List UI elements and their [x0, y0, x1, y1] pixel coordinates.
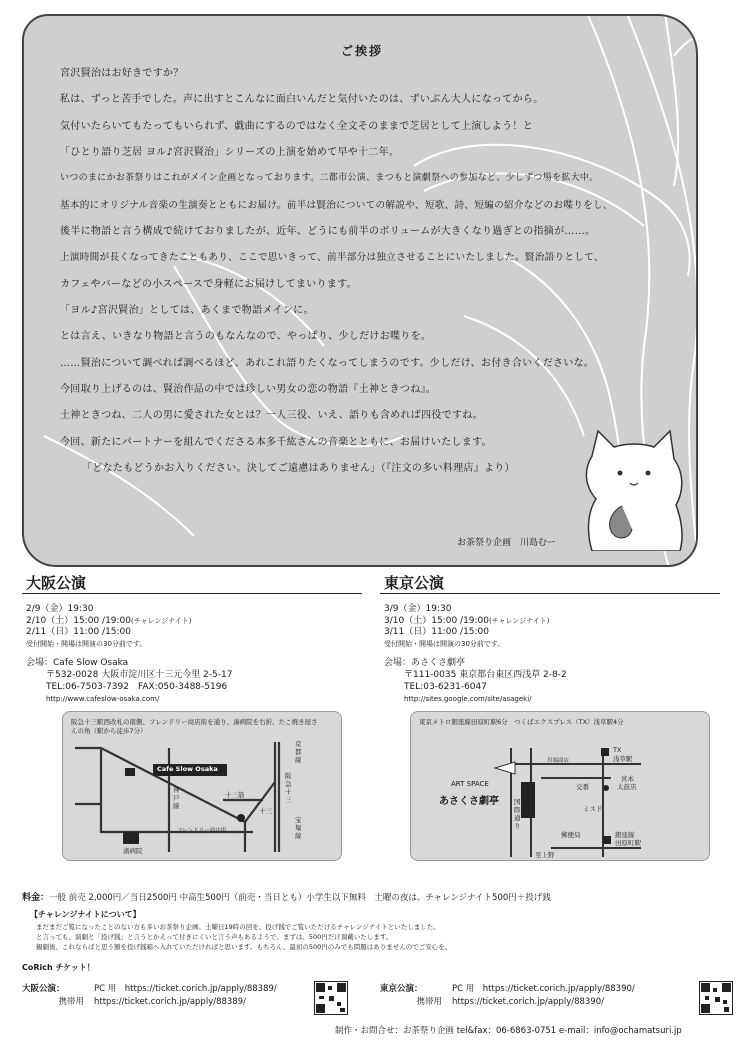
tokyo-map-post-label: 郵便局 — [561, 830, 581, 839]
footer-contact: 制作・お問合せ：お茶祭り企画 tel&fax：06-6863-0751 e-mail：info@ochamatsuri.jp — [335, 1026, 682, 1036]
tokyo-map-note: 東京メトロ銀座線田原町駅6分 つくばエクスプレス（TX）浅草駅4分 — [419, 717, 624, 726]
tokyo-map-kawabata-label: 川端商店 — [547, 757, 570, 764]
tokyo-map-ginza-label: 銀座線 — [615, 830, 635, 839]
schedule-row: 2/9（金）19:30 — [26, 604, 94, 614]
tokyo-map-miyamoto-label: 宮本 — [621, 774, 634, 783]
tokyo-ticket-mobile-link[interactable]: https://ticket.corich.jp/apply/88390/ — [452, 997, 604, 1007]
tokyo-qr-code — [699, 981, 733, 1015]
osaka-qr-code — [314, 981, 348, 1015]
greeting-line: カフェやバーなどの小スペースで身軽にお届けしてまいります。 — [60, 278, 357, 290]
tokyo-tel: TEL:03-6231-6047 — [404, 681, 487, 692]
tokyo-map — [410, 711, 710, 861]
tokyo-ticket-pc-link[interactable]: https://ticket.corich.jp/apply/88390/ — [482, 984, 635, 994]
schedule-row: 3/11（日）11:00 /15:00 — [384, 627, 490, 637]
osaka-map-kobe-line-label: 神戸線 — [173, 785, 180, 810]
challenge-text: まだまだご覧になったことのない方も多いお茶祭り企画。土曜日19時の回を、投げ銭でご覧いただけるチャレンジナイトといたしました。 と言っても、演劇と「投げ銭」と言うとかえって付きにくいと言う声もあるようで、まずは、500円だけ頂戴いたします。 観劇後、これならばと思う額を投げ銭箱へ入れていただければと思います。もちろん、最初の500円のみでも問題はありませんのでご安心を。 — [36, 923, 452, 951]
greeting-title: ご挨拶 — [340, 44, 383, 58]
tokyo-map-taiko-label: 太鼓店 — [617, 782, 637, 791]
greeting-line: 宮沢賢治はお好きですか？ — [60, 68, 184, 79]
osaka-map-note: 阪急十三駅西改札の南側、フレンドリー商店街を通り、湊病院を右折、たこ焼き屋さんの角（駅から徒歩7分） — [71, 717, 318, 735]
tokyo-map-ueno-label: 至上野 — [535, 850, 555, 859]
tokyo-title: 東京公演 — [380, 572, 720, 594]
tokyo-map-misudo-label: ミスド — [583, 804, 603, 813]
tokyo-url[interactable]: http://sites.google.com/site/asageki/ — [404, 694, 532, 703]
tokyo-venue-name: あさくさ劇亭 — [411, 657, 466, 668]
osaka-ticket-mobile-link[interactable]: https://ticket.corich.jp/apply/88389/ — [94, 997, 246, 1007]
osaka-ticket-pc-link[interactable]: https://ticket.corich.jp/apply/88389/ — [124, 984, 277, 994]
osaka-venue-name: Cafe Slow Osaka — [53, 657, 129, 668]
schedule-row: 2/11（日）11:00 /15:00 — [26, 627, 132, 637]
tokyo-reception: 受付開始・開場は開演の30分前です。 — [384, 639, 505, 648]
osaka-schedule — [26, 604, 362, 639]
tokyo-schedule — [384, 604, 720, 639]
osaka-map-hankyu-label: 阪急十三 — [285, 771, 292, 804]
greeting-body — [60, 68, 660, 490]
greeting-line: 「ヨル♪宮沢賢治」としては、あくまで物語メインに。 — [60, 305, 314, 317]
osaka-venue: 会場：Cafe Slow Osaka 〒532-0028 大阪市淀川区十三元今里 2-5-17 TEL:06-7503-7392 FAX:050-3488-5196 http://www.cafeslow-osaka.com/ — [26, 657, 362, 705]
tokyo-address: 〒111-0035 東京都台東区西浅草 2-8-2 — [404, 669, 567, 680]
osaka-map-road-label: 十三筋 — [225, 790, 245, 799]
greeting-line: 今回取り上げるのは、賢治作品の中では珍しい男女の恋の物語『土神ときつね』。 — [60, 384, 437, 396]
schedule-row: 3/10（土）15:00 /19:00(チャレンジナイト) — [384, 615, 550, 626]
greeting-signature: お茶祭り企画 川島むー — [456, 538, 556, 548]
tokyo-map-kokusai-label: 国際通り — [514, 797, 521, 830]
osaka-address: 〒532-0028 大阪市淀川区十三元今里 2-5-17 — [46, 669, 233, 680]
tokyo-map-tx-label: TX — [613, 745, 622, 754]
osaka-reception: 受付開始・開場は開演の30分前です。 — [26, 639, 147, 648]
greeting-line: ……賢治について調べれば調べるほど、あれこれ語りたくなってしまうのです。少しだけ、お付き合いくださいな。 — [60, 357, 595, 369]
tokyo-section — [380, 572, 720, 861]
osaka-map — [62, 711, 342, 861]
challenge-title: 【チャレンジナイトについて】 — [30, 910, 141, 919]
tokyo-map-art-label: ART SPACE — [451, 779, 489, 788]
schedule-row: 3/9（金）19:30 — [384, 604, 452, 614]
tokyo-tickets: 東京公演： PC 用 https://ticket.corich.jp/apply/88390/ 携帯用 https://ticket.corich.jp/apply/88390/ — [380, 984, 635, 1007]
greeting-line: 私は、ずっと苦手でした。声に出すとこんなに面白いんだと気付いたのは、ずいぶん大人になってから。 — [60, 94, 544, 106]
tokyo-venue: 会場：あさくさ劇亭 〒111-0035 東京都台東区西浅草 2-8-2 TEL:03-6231-6047 http://sites.google.com/site/asageki/ — [384, 657, 720, 705]
tokyo-map-theater-label: あさくさ劇亭 — [439, 795, 499, 807]
osaka-map-venue-label: Cafe Slow Osaka — [157, 764, 218, 773]
osaka-section — [22, 572, 362, 861]
price-info: 料金：一般 前売 2,000円／当日2500円 中高生500円（前売・当日とも）小学生以下無料 土曜の夜は、チャレンジナイト500円＋投げ銭 — [22, 893, 551, 903]
schedule-row: 2/10（土）15:00 /19:00(チャレンジナイト) — [26, 615, 192, 626]
osaka-url[interactable]: http://www.cafeslow-osaka.com/ — [46, 694, 160, 703]
greeting-line: 上演時間が長くなってきたこともあり、ここで思いきって、前半部分は独立させることにいたしました。賢治語りとして、 — [60, 252, 604, 264]
greeting-line: とは言え、いきなり物語と言うのもなんなので、やっぱり、少しだけお喋りを。 — [60, 331, 432, 343]
osaka-map-hospital-label: 渚病院 — [123, 846, 143, 855]
osaka-tickets: 大阪公演： PC 用 https://ticket.corich.jp/apply/88389/ 携帯用 https://ticket.corich.jp/apply/88389/ — [22, 984, 277, 1007]
osaka-map-street-label: フレンドリー商店街 — [177, 827, 227, 834]
osaka-tel: TEL:06-7503-7392 FAX:050-3488-5196 — [46, 681, 228, 692]
greeting-quote: 「どなたもどうかお入りください。決してご遠慮はありません」（『注文の多い料理店』より） — [82, 463, 515, 475]
osaka-map-kyoto-line-label: 京都線 — [295, 739, 302, 764]
corich-heading: CoRich チケット！ — [22, 963, 95, 972]
osaka-map-station-label: 十三 — [259, 806, 272, 815]
greeting-line: 土神ときつね、二人の男に愛された女とは？一人三役、いえ、語りも含めれば四役ですね。 — [60, 410, 483, 422]
greeting-line: いつのまにかお茶祭りはこれがメイン企画となっております。二都市公演、まつもと演劇祭への参加など、少しずつ場を拡大中。 — [60, 173, 599, 184]
tokyo-map-tawaramachi-label: 田原町駅 — [615, 838, 641, 847]
greeting-line: 気付いたらいてもたってもいられず、戯曲にするのではなく全文そのままで芝居として上演しよう！と — [60, 120, 533, 132]
greeting-line: 今回、新たにパートナーを組んでくださる本多千紘さんの音楽とともに、お届けいたします。 — [60, 436, 492, 448]
greeting-line: 後半に物語と言う構成で続けておりましたが、近年、どうにも前半のボリュームが大きくなり過ぎとの指摘が……。 — [60, 226, 596, 238]
greeting-line: 「ひとり語り芝居 ヨル♪宮沢賢治」シリーズの上演を始めて早や十二年。 — [60, 147, 400, 159]
tokyo-map-asakusa-label: 浅草駅 — [613, 754, 633, 763]
osaka-title: 大阪公演 — [22, 572, 362, 594]
tokyo-map-koban-label: 交番 — [576, 782, 589, 791]
greeting-line: 基本的にオリジナル音楽の生演奏とともにお届け。前半は賢治についての解説や、短歌、詩、短編の紹介などのお喋りをし、 — [60, 199, 613, 211]
osaka-map-takarazuka-line-label: 宝塚線 — [295, 815, 302, 840]
greeting-panel — [22, 14, 698, 567]
